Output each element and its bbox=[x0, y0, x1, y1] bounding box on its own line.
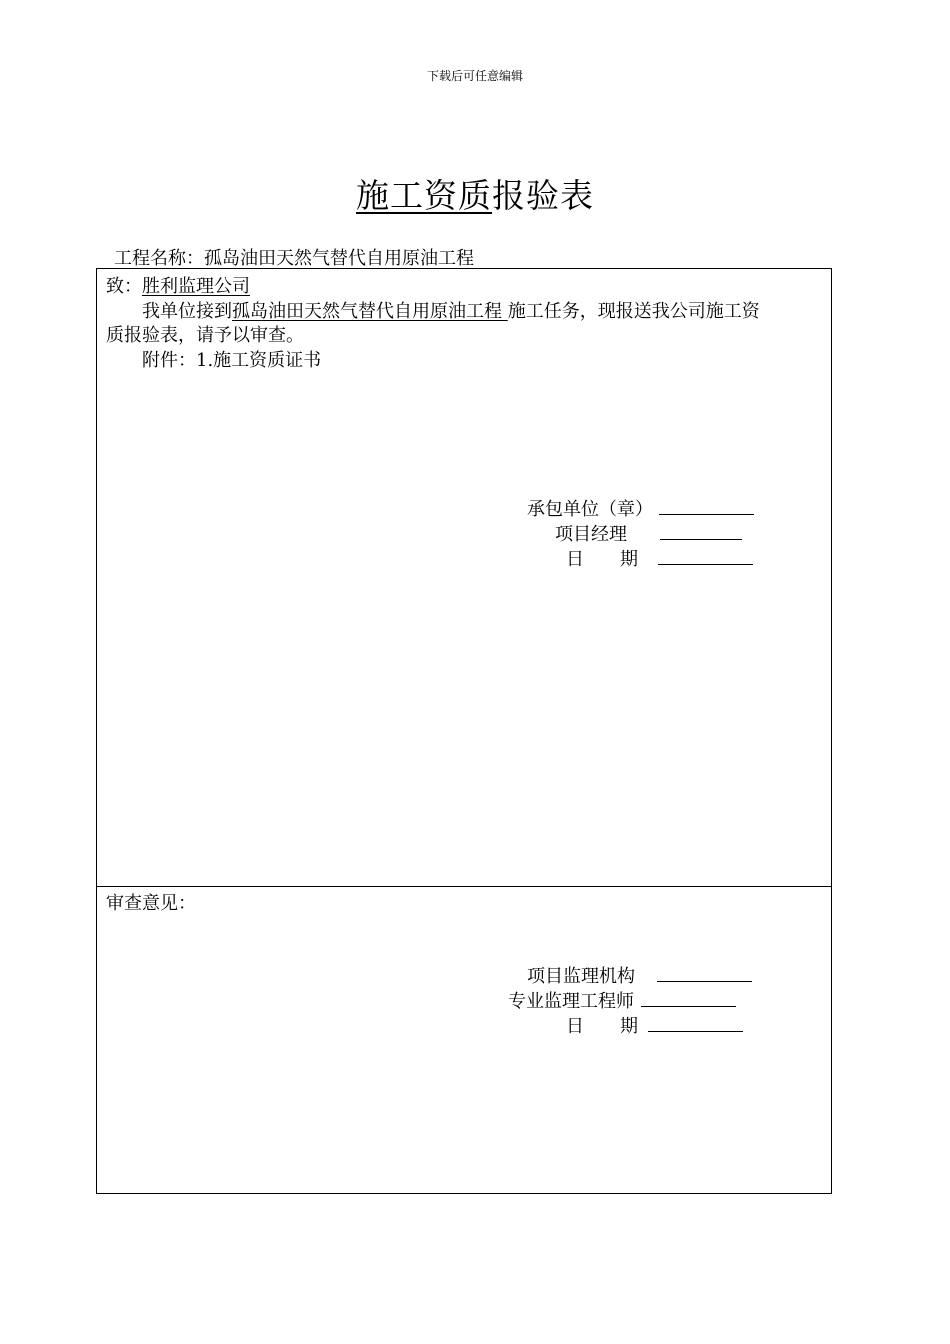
contractor-sign-line bbox=[527, 495, 754, 521]
manager-sign-line bbox=[555, 520, 742, 546]
manager-label: 项目经理 bbox=[555, 524, 627, 545]
body-prefix: 我单位接到 bbox=[142, 301, 232, 322]
engineer-blank[interactable] bbox=[641, 990, 736, 1007]
addressee-company: 胜利监理公司 bbox=[142, 276, 250, 297]
date-label-2: 日 期 bbox=[566, 1016, 638, 1037]
engineer-sign-line bbox=[508, 987, 736, 1013]
date-sign-line-1 bbox=[566, 545, 753, 571]
body-suffix: 施工任务，现报送我公司施工资 bbox=[507, 301, 760, 322]
header-note: 下载后可任意编辑 bbox=[426, 69, 523, 83]
contractor-blank[interactable] bbox=[659, 498, 754, 515]
org-sign-line bbox=[527, 962, 752, 988]
review-section bbox=[96, 885, 832, 1194]
body-line-1 bbox=[142, 297, 760, 323]
date-sign-line-2 bbox=[566, 1012, 743, 1038]
org-blank[interactable] bbox=[657, 965, 752, 982]
review-label: 审查意见： bbox=[106, 893, 196, 914]
title-rest: 报验表 bbox=[492, 176, 594, 215]
page-title bbox=[0, 170, 950, 217]
org-label: 项目监理机构 bbox=[527, 966, 635, 987]
title-underlined: 施工资质 bbox=[356, 176, 492, 215]
date-blank-2[interactable] bbox=[648, 1015, 743, 1032]
body-project: 孤岛油田天然气替代自用原油工程 bbox=[232, 301, 508, 322]
contractor-label: 承包单位（章） bbox=[527, 499, 653, 520]
body-line-2: 质报验表，请予以审查。 bbox=[106, 325, 304, 346]
manager-blank[interactable] bbox=[660, 523, 742, 540]
project-line bbox=[114, 244, 474, 270]
project-name: 孤岛油田天然气替代自用原油工程 bbox=[204, 248, 474, 269]
addressee-label: 致： bbox=[106, 276, 142, 297]
date-label-1: 日 期 bbox=[566, 549, 638, 570]
attachment-line: 附件：1.施工资质证书 bbox=[142, 350, 322, 371]
addressee-line bbox=[106, 272, 250, 298]
engineer-label: 专业监理工程师 bbox=[508, 991, 634, 1012]
date-blank-1[interactable] bbox=[658, 548, 753, 565]
project-label: 工程名称： bbox=[114, 248, 204, 269]
